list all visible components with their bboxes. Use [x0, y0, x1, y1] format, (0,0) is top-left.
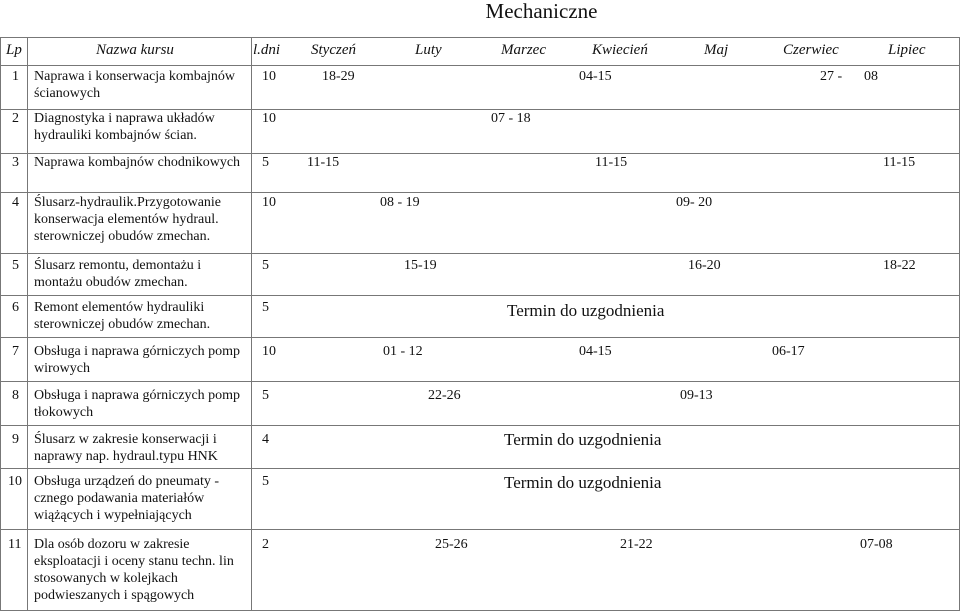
course-name: Dla osób dozoru w zakresie eksploatacji i oceny stanu techn. lin stosowanych w kolejkach podwieszanych i spągowych [34, 537, 234, 603]
row-days: 2 [262, 537, 269, 552]
date-range: 04-15 [579, 344, 612, 359]
header-month-6: Czerwiec [783, 42, 839, 58]
date-range: 08 - 19 [380, 195, 420, 210]
date-range: 07 - 18 [491, 111, 531, 126]
date-range: 08 [864, 69, 878, 84]
date-range: 11-15 [595, 155, 628, 170]
row-lp: 10 [8, 474, 22, 489]
page-title: Mechaniczne [485, 0, 598, 23]
header-course: Nazwa kursu [96, 42, 174, 58]
row-lp: 3 [12, 155, 19, 170]
header-month-2: Luty [415, 42, 442, 58]
table-rule [0, 295, 960, 296]
row-lp: 5 [12, 258, 19, 273]
table-rule [0, 37, 960, 38]
row-days: 5 [262, 258, 269, 273]
table-rule [0, 468, 960, 469]
header-month-3: Marzec [501, 42, 546, 58]
date-range: 11-15 [883, 155, 916, 170]
row-days: 4 [262, 432, 269, 447]
course-name: Naprawa kombajnów chodnikowych [34, 155, 241, 170]
course-name: Naprawa i konserwacja kombajnów ścianowych [34, 69, 235, 101]
date-range: 18-22 [883, 258, 916, 273]
date-range: 18-29 [322, 69, 355, 84]
row-days: 10 [262, 344, 276, 359]
schedule-note: Termin do uzgodnienia [507, 301, 665, 320]
date-range: 11-15 [307, 155, 340, 170]
table-rule [0, 253, 960, 254]
table-rule [0, 192, 960, 193]
table-rule [0, 425, 960, 426]
date-range: 06-17 [772, 344, 805, 359]
header-month-5: Maj [704, 42, 729, 58]
course-name: Obsługa urządzeń do pneumaty - cznego podawania materiałów wiążących i wypełniających [34, 474, 220, 523]
course-name: Obsługa i naprawa górniczych pomp tłokowych [34, 388, 241, 420]
header-month-4: Kwiecień [592, 42, 648, 58]
schedule-note: Termin do uzgodnienia [504, 473, 662, 492]
course-name: Ślusarz remontu, demontażu i montażu obudów zmechan. [34, 258, 202, 290]
row-lp: 11 [8, 537, 22, 552]
schedule-table [0, 37, 960, 611]
row-lp: 7 [12, 344, 19, 359]
date-range: 22-26 [428, 388, 461, 403]
row-days: 5 [262, 388, 269, 403]
course-name: Ślusarz-hydraulik.Przygotowanie konserwacja elementów hydraul. sterowniczej obudów zmechan. [34, 195, 222, 244]
row-lp: 2 [12, 111, 19, 126]
date-range: 09-13 [680, 388, 713, 403]
date-range: 25-26 [435, 537, 468, 552]
row-lp: 1 [12, 69, 19, 84]
table-rule [0, 337, 960, 338]
header-month-1: Styczeń [311, 42, 356, 58]
date-range: 04-15 [579, 69, 612, 84]
row-days: 10 [262, 69, 276, 84]
course-name: Diagnostyka i naprawa układów hydrauliki kombajnów ścian. [34, 111, 215, 143]
date-range: 09- 20 [676, 195, 713, 210]
table-rule [0, 37, 1, 611]
date-range: 15-19 [404, 258, 437, 273]
course-name: Obsługa i naprawa górniczych pomp wirowych [34, 344, 241, 376]
row-days: 10 [262, 111, 276, 126]
row-lp: 4 [12, 195, 19, 210]
date-range: 27 - [820, 69, 843, 84]
row-lp: 9 [12, 432, 19, 447]
table-rule [27, 37, 28, 611]
row-days: 5 [262, 300, 269, 315]
row-days: 10 [262, 195, 276, 210]
date-range: 07-08 [860, 537, 893, 552]
row-lp: 8 [12, 388, 19, 403]
date-range: 21-22 [620, 537, 653, 552]
header-days: l.dni [253, 42, 281, 58]
table-rule [0, 381, 960, 382]
header-lp: Lp [6, 42, 22, 58]
table-rule [0, 529, 960, 530]
date-range: 01 - 12 [383, 344, 423, 359]
table-rule [0, 65, 960, 66]
row-days: 5 [262, 474, 269, 489]
header-month-7: Lipiec [888, 42, 926, 58]
course-name: Remont elementów hydrauliki sterowniczej obudów zmechan. [34, 300, 211, 332]
schedule-note: Termin do uzgodnienia [504, 430, 662, 449]
row-lp: 6 [12, 300, 19, 315]
table-rule [251, 37, 252, 611]
course-name: Ślusarz w zakresie konserwacji i naprawy nap. hydraul.typu HNK [34, 432, 218, 464]
row-days: 5 [262, 155, 269, 170]
date-range: 16-20 [688, 258, 721, 273]
